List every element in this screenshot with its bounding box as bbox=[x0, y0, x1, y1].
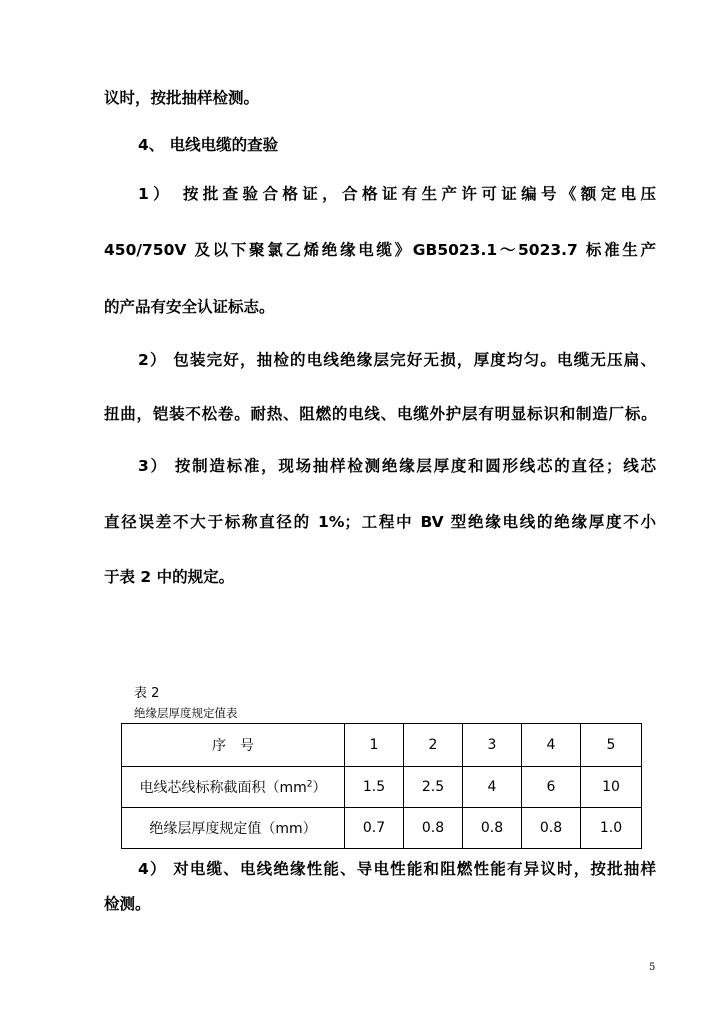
table-cell: 10 bbox=[581, 767, 642, 808]
page-number: 5 bbox=[649, 962, 656, 973]
row-label-superscript: 2 bbox=[306, 779, 313, 790]
table-header-label: 序 号 bbox=[122, 724, 345, 767]
paragraph-line: 议时，按批抽样检测。 bbox=[104, 89, 260, 107]
table-cell: 1.0 bbox=[581, 808, 642, 849]
table-cell: 6 bbox=[522, 767, 581, 808]
paragraph-line: 3） 按制造标准，现场抽样检测绝缘层厚度和圆形线芯的直径；线芯 bbox=[138, 457, 656, 475]
paragraph-line: 2） 包装完好，抽检的电线绝缘层完好无损，厚度均匀。电缆无压扁、 bbox=[138, 351, 656, 369]
paragraph-line: 4） 对电缆、电线绝缘性能、导电性能和阻燃性能有异议时，按批抽样 bbox=[138, 860, 656, 878]
table-cell: 1.5 bbox=[345, 767, 404, 808]
paragraph-line: 直径误差不大于标称直径的 1%；工程中 BV 型绝缘电线的绝缘厚度不小 bbox=[104, 513, 656, 531]
table-cell: 2.5 bbox=[404, 767, 463, 808]
paragraph-line: 450/750V 及以下聚氯乙烯绝缘电缆》GB5023.1～5023.7 标准生产 bbox=[104, 241, 656, 259]
row-label-close: ） bbox=[312, 780, 327, 796]
paragraph-line: 的产品有安全认证标志。 bbox=[104, 298, 275, 316]
insulation-thickness-table bbox=[121, 723, 642, 849]
table-column-header: 2 bbox=[404, 724, 463, 767]
paragraph-line: 扭曲，铠装不松卷。耐热、阻燃的电线、电缆外护层有明显标识和制造厂标。 bbox=[104, 405, 656, 423]
paragraph-line: 于表 2 中的规定。 bbox=[104, 568, 235, 586]
table-cell: 0.8 bbox=[522, 808, 581, 849]
row-label-text: 电线芯线标称截面积（mm bbox=[139, 780, 307, 796]
table-column-header: 3 bbox=[463, 724, 522, 767]
table-row-label bbox=[122, 767, 345, 808]
table-cell: 0.8 bbox=[404, 808, 463, 849]
table-cell: 0.8 bbox=[463, 808, 522, 849]
paragraph-line: 1） 按批查验合格证，合格证有生产许可证编号《额定电压 bbox=[138, 185, 656, 203]
table-row bbox=[122, 724, 642, 767]
table-column-header: 4 bbox=[522, 724, 581, 767]
table-column-header: 1 bbox=[345, 724, 404, 767]
table-subtitle: 绝缘层厚度规定值表 bbox=[134, 706, 238, 720]
table-caption: 表 2 bbox=[134, 686, 160, 701]
table-cell: 4 bbox=[463, 767, 522, 808]
paragraph-line: 检测。 bbox=[104, 895, 151, 913]
table-row-label: 绝缘层厚度规定值（mm） bbox=[122, 808, 345, 849]
section-heading: 4、 电线电缆的查验 bbox=[138, 136, 279, 154]
table-cell: 0.7 bbox=[345, 808, 404, 849]
table-column-header: 5 bbox=[581, 724, 642, 767]
table-row bbox=[122, 808, 642, 849]
table-row bbox=[122, 767, 642, 808]
